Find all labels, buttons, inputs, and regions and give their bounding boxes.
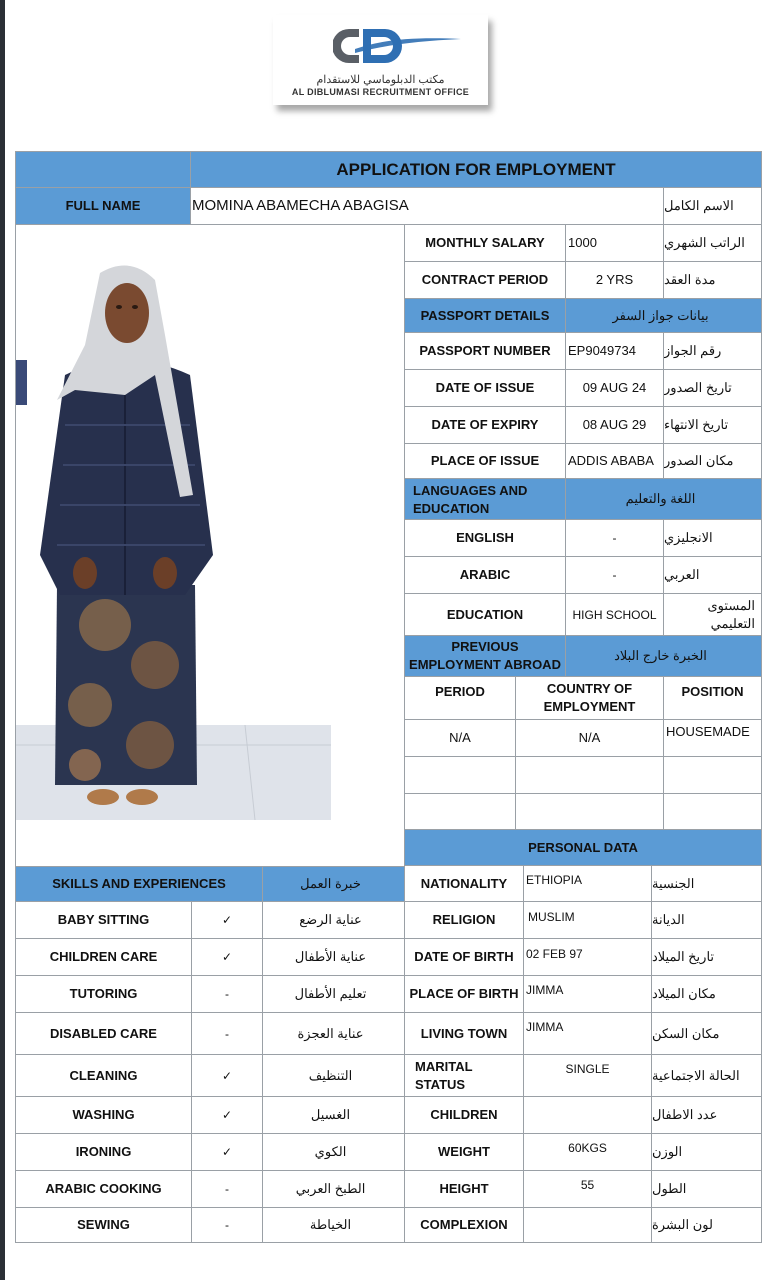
previous-empty-row-2a: [404, 756, 516, 794]
arabic-label: ARABIC: [404, 556, 566, 594]
full-name-arabic: الاسم الكامل: [663, 187, 762, 225]
religion-value: MUSLIM: [523, 901, 652, 939]
position-column-header: POSITION: [663, 676, 762, 720]
previous-empty-row-2b: [515, 756, 664, 794]
skill-arabic: الغسيل: [262, 1096, 405, 1134]
previous-empty-row-3b: [515, 793, 664, 830]
languages-header: LANGUAGES AND EDUCATION: [404, 478, 566, 520]
country-column-header: COUNTRY OF EMPLOYMENT: [515, 676, 664, 720]
skill-label: CLEANING: [15, 1054, 192, 1097]
height-value: 55: [523, 1170, 652, 1208]
skill-label: WASHING: [15, 1096, 192, 1134]
skill-label: BABY SITTING: [15, 901, 192, 939]
previous-country-value: N/A: [515, 719, 664, 757]
skill-label: TUTORING: [15, 975, 192, 1013]
skill-mark: -: [191, 975, 263, 1013]
skill-mark: ✓: [191, 1133, 263, 1171]
date-of-issue-value: 09 AUG 24: [565, 369, 664, 407]
religion-arabic: الديانة: [651, 901, 762, 939]
skill-arabic: التنظيف: [262, 1054, 405, 1097]
monthly-salary-arabic: الراتب الشهري: [663, 224, 762, 262]
living-town-value: JIMMA: [523, 1012, 652, 1055]
weight-value: 60KGS: [523, 1133, 652, 1171]
skill-label: ARABIC COOKING: [15, 1170, 192, 1208]
previous-empty-row-3c: [663, 793, 762, 830]
english-label: ENGLISH: [404, 519, 566, 557]
skill-arabic: عناية العجزة: [262, 1012, 405, 1055]
english-value: -: [565, 519, 664, 557]
religion-label: RELIGION: [404, 901, 524, 939]
children-value: [523, 1096, 652, 1134]
place-of-birth-value: JIMMA: [523, 975, 652, 1013]
skill-arabic: الخياطة: [262, 1207, 405, 1243]
nationality-label: NATIONALITY: [404, 865, 524, 902]
previous-position-value: HOUSEMADE: [663, 719, 762, 757]
complexion-value: [523, 1207, 652, 1243]
contract-period-arabic: مدة العقد: [663, 261, 762, 299]
date-of-birth-label: DATE OF BIRTH: [404, 938, 524, 976]
skill-label: IRONING: [15, 1133, 192, 1171]
place-of-issue-label: PLACE OF ISSUE: [404, 443, 566, 479]
contract-period-value: 2 YRS: [565, 261, 664, 299]
date-of-expiry-arabic: تاريخ الانتهاء: [663, 406, 762, 444]
education-arabic: المستوى التعليمي: [663, 593, 762, 636]
period-column-header: PERIOD: [404, 676, 516, 720]
window-edge: [0, 0, 5, 1280]
monthly-salary-value: 1000: [565, 224, 664, 262]
skill-label: DISABLED CARE: [15, 1012, 192, 1055]
place-of-issue-arabic: مكان الصدور: [663, 443, 762, 479]
logo-arabic-text: مكتب الدبلوماسي للاستقدام: [316, 74, 445, 86]
skill-arabic: الكوي: [262, 1133, 405, 1171]
skill-arabic: عناية الأطفال: [262, 938, 405, 976]
place-of-birth-label: PLACE OF BIRTH: [404, 975, 524, 1013]
skills-header: SKILLS AND EXPERIENCES: [15, 866, 263, 902]
skills-header-arabic: خبرة العمل: [262, 866, 405, 902]
place-of-birth-arabic: مكان الميلاد: [651, 975, 762, 1013]
title-left-blank: [15, 151, 191, 188]
date-of-birth-value: 02 FEB 97: [523, 938, 652, 976]
date-of-issue-arabic: تاريخ الصدور: [663, 369, 762, 407]
skill-mark: -: [191, 1170, 263, 1208]
children-label: CHILDREN: [404, 1096, 524, 1134]
skill-arabic: عناية الرضع: [262, 901, 405, 939]
skill-label: CHILDREN CARE: [15, 938, 192, 976]
logo-card: [273, 15, 488, 105]
personal-data-header: PERSONAL DATA: [404, 829, 762, 866]
weight-label: WEIGHT: [404, 1133, 524, 1171]
skill-arabic: الطبخ العربي: [262, 1170, 405, 1208]
marital-status-label: MARITAL STATUS: [404, 1054, 524, 1097]
monthly-salary-label: MONTHLY SALARY: [404, 224, 566, 262]
skill-mark: -: [191, 1012, 263, 1055]
passport-details-header: PASSPORT DETAILS: [404, 298, 566, 333]
previous-empty-row-3a: [404, 793, 516, 830]
photo-frame: [15, 224, 405, 867]
passport-number-label: PASSPORT NUMBER: [404, 332, 566, 370]
full-name-value: MOMINA ABAMECHA ABAGISA: [190, 187, 664, 225]
previous-period-value: N/A: [404, 719, 516, 757]
full-name-label: FULL NAME: [15, 187, 191, 225]
previous-employment-header: PREVIOUS EMPLOYMENT ABROAD: [404, 635, 566, 677]
skill-arabic: تعليم الأطفال: [262, 975, 405, 1013]
passport-details-header-arabic: بيانات جواز السفر: [565, 298, 762, 333]
arabic-value: -: [565, 556, 664, 594]
date-of-issue-label: DATE OF ISSUE: [404, 369, 566, 407]
height-arabic: الطول: [651, 1170, 762, 1208]
date-of-expiry-label: DATE OF EXPIRY: [404, 406, 566, 444]
children-arabic: عدد الاطفال: [651, 1096, 762, 1134]
education-value: HIGH SCHOOL: [565, 593, 664, 636]
english-arabic: الانجليزي: [663, 519, 762, 557]
place-of-issue-value: ADDIS ABABA: [565, 443, 664, 479]
living-town-arabic: مكان السكن: [651, 1012, 762, 1055]
weight-arabic: الوزن: [651, 1133, 762, 1171]
logo-english-text: AL DIBLUMASI RECRUITMENT OFFICE: [291, 87, 470, 97]
skill-mark: -: [191, 1207, 263, 1243]
passport-number-value: EP9049734: [565, 332, 664, 370]
education-label: EDUCATION: [404, 593, 566, 636]
marital-status-arabic: الحالة الاجتماعية: [651, 1054, 762, 1097]
date-of-expiry-value: 08 AUG 29: [565, 406, 664, 444]
marital-status-value: SINGLE: [523, 1054, 652, 1097]
skill-mark: ✓: [191, 1054, 263, 1097]
height-label: HEIGHT: [404, 1170, 524, 1208]
previous-employment-header-arabic: الخبرة خارج البلاد: [565, 635, 762, 677]
nationality-arabic: الجنسية: [651, 865, 762, 902]
previous-empty-row-2c: [663, 756, 762, 794]
complexion-arabic: لون البشرة: [651, 1207, 762, 1243]
form-title: APPLICATION FOR EMPLOYMENT: [190, 151, 762, 188]
passport-number-arabic: رقم الجواز: [663, 332, 762, 370]
date-of-birth-arabic: تاريخ الميلاد: [651, 938, 762, 976]
living-town-label: LIVING TOWN: [404, 1012, 524, 1055]
nationality-value: ETHIOPIA: [523, 865, 652, 902]
complexion-label: COMPLEXION: [404, 1207, 524, 1243]
contract-period-label: CONTRACT PERIOD: [404, 261, 566, 299]
languages-header-arabic: اللغة والتعليم: [565, 478, 762, 520]
arabic-arabic: العربي: [663, 556, 762, 594]
skill-label: SEWING: [15, 1207, 192, 1243]
skill-mark: ✓: [191, 901, 263, 939]
skill-mark: ✓: [191, 938, 263, 976]
skill-mark: ✓: [191, 1096, 263, 1134]
company-logo-icon: [333, 25, 463, 67]
